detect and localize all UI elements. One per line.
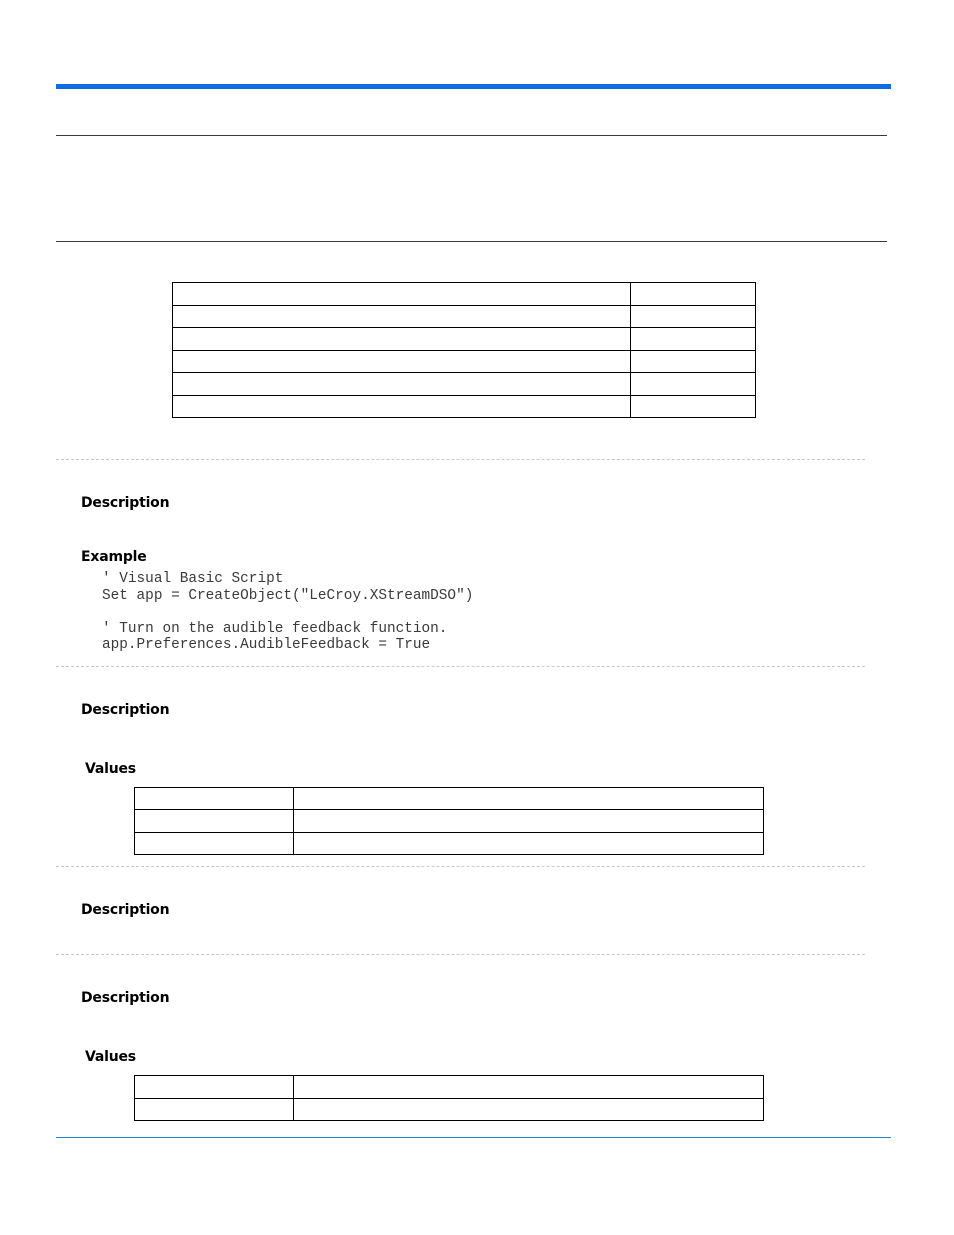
section-divider <box>56 666 865 667</box>
section-heading-description: Description <box>81 990 170 1006</box>
table-cell <box>631 396 756 418</box>
table-row <box>173 396 756 418</box>
table-cell <box>173 396 631 418</box>
footer-rule <box>56 1137 891 1138</box>
table-cell <box>173 283 631 306</box>
table-cell <box>631 328 756 351</box>
table-row <box>135 788 764 810</box>
table-cell <box>173 328 631 351</box>
table-cell <box>135 833 294 855</box>
code-line: ' Turn on the audible feedback function. <box>102 620 448 637</box>
code-example-block <box>102 571 473 654</box>
table-cell <box>173 373 631 396</box>
header-accent-bar <box>56 84 891 89</box>
code-line: ' Visual Basic Script <box>102 571 284 587</box>
code-line: app.Preferences.AudibleFeedback = True <box>102 637 431 654</box>
table-row <box>135 833 764 855</box>
header-rule-bottom <box>56 241 887 242</box>
section-divider <box>56 954 865 955</box>
table-row <box>173 328 756 351</box>
table-row <box>135 1099 764 1121</box>
table-cell <box>173 306 631 328</box>
table-cell <box>631 351 756 373</box>
table-row <box>173 351 756 373</box>
table-cell <box>631 373 756 396</box>
table-cell <box>631 283 756 306</box>
table-row <box>135 1076 764 1099</box>
section-heading-example: Example <box>81 549 147 565</box>
table-row <box>173 283 756 306</box>
values-table <box>134 787 764 855</box>
table-row <box>173 306 756 328</box>
table-cell <box>294 788 764 810</box>
section-heading-values: Values <box>85 761 136 777</box>
table-cell <box>173 351 631 373</box>
table-cell <box>294 1076 764 1099</box>
table-cell <box>135 1076 294 1099</box>
table-row <box>173 373 756 396</box>
table-cell <box>135 810 294 833</box>
values-table <box>134 1075 764 1121</box>
table-cell <box>294 833 764 855</box>
code-line: Set app = CreateObject("LeCroy.XStreamDSO") <box>102 587 474 604</box>
table-cell <box>135 1099 294 1121</box>
section-heading-description: Description <box>81 495 170 511</box>
table-row <box>135 810 764 833</box>
table-cell <box>294 1099 764 1121</box>
table-cell <box>135 788 294 810</box>
table-cell <box>631 306 756 328</box>
section-divider <box>56 866 865 867</box>
header-rule-top <box>56 135 887 136</box>
section-divider <box>56 459 865 460</box>
summary-table <box>172 282 756 418</box>
code-line <box>102 604 473 621</box>
section-heading-description: Description <box>81 702 170 718</box>
table-cell <box>294 810 764 833</box>
section-heading-values: Values <box>85 1049 136 1065</box>
section-heading-description: Description <box>81 902 170 918</box>
